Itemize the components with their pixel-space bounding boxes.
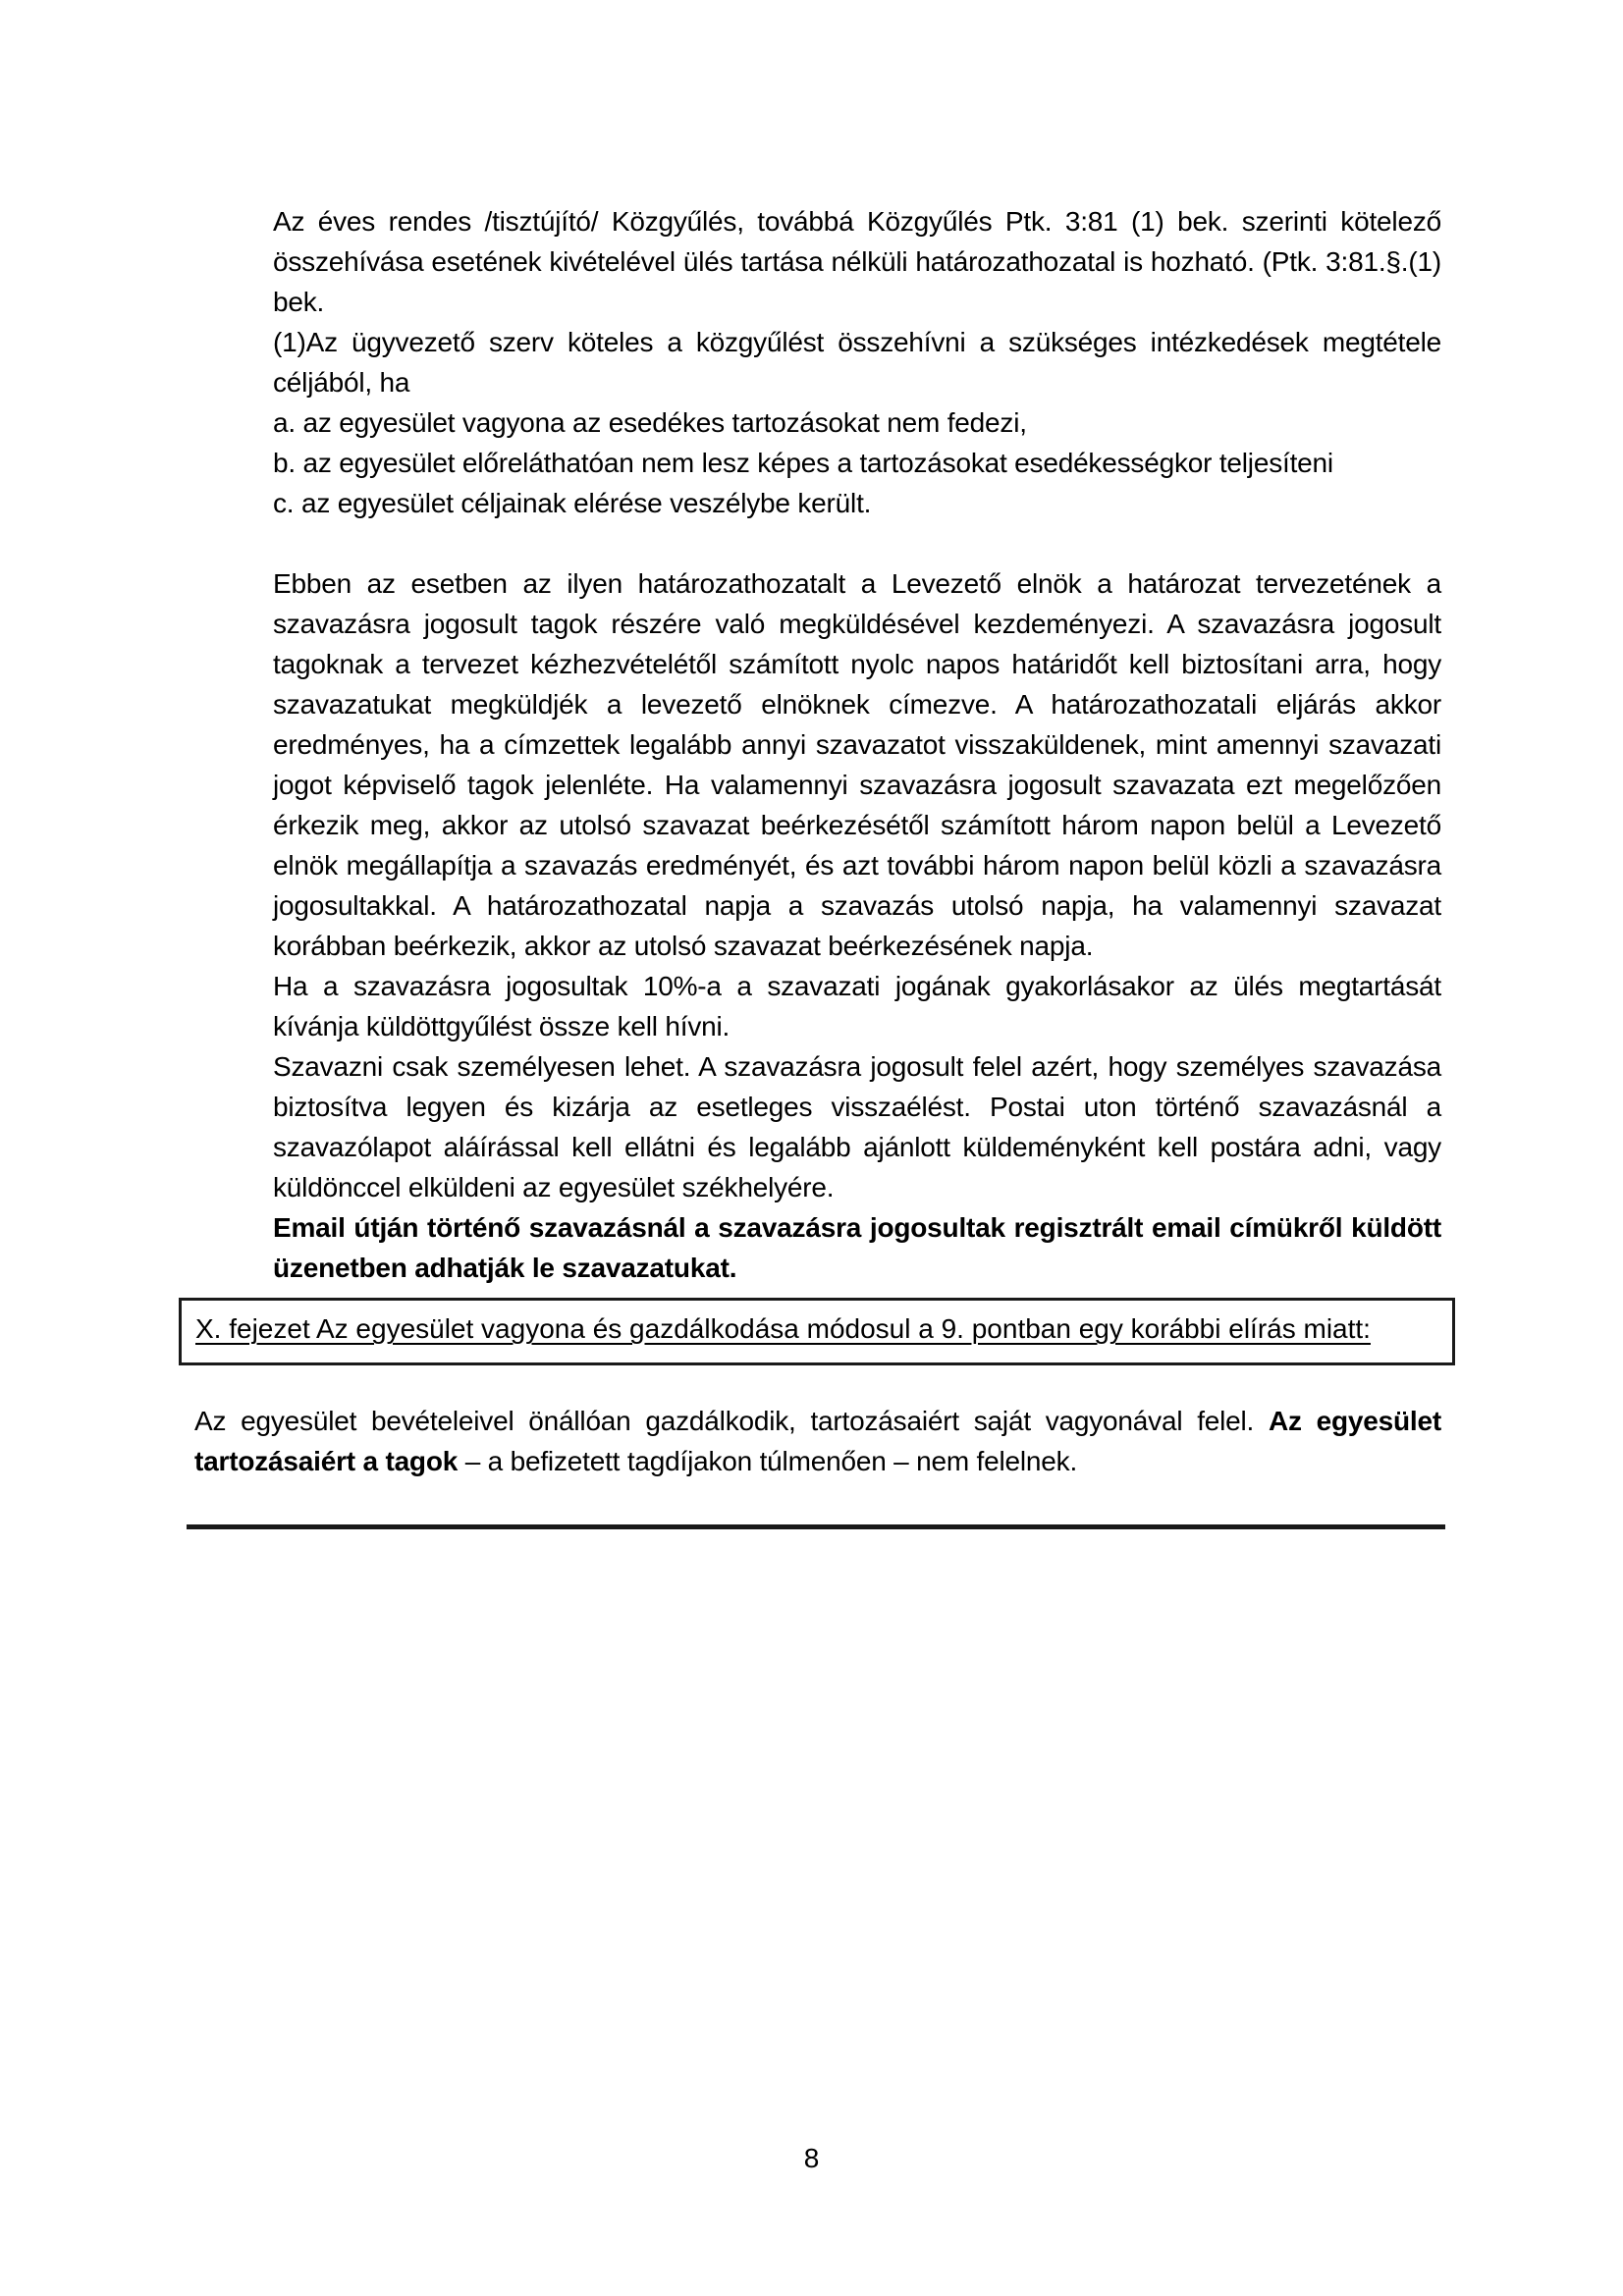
paragraph-resolution-procedure: Ebben az esetben az ilyen határozathozatalt a Levezető elnök a határozat tervezetének a szavazásra jogosult tagok részére való megküldésével kezdeményezi. A szavazásra jogosult tagoknak a tervezet kézhezvételétől számított nyolc napos határidőt kell biztosítani arra, hogy szavazatukat megküldjék a levezető elnöknek címezve. A határozathozatali eljárás akkor eredményes, ha a címzettek legalább annyi szavazatot visszaküldenek, mint amennyi szavazati jogot képviselő tagok jelenléte. Ha valamennyi szavazásra jogosult szavazata ezt megelőzően érkezik meg, akkor az utolsó szavazat beérkezésétől számított három napon belül a Levezető elnök megállapítja a szavazás eredményét, és azt további három napon belül közli a szavazásra jogosultakkal. A határozathozatal napja a szavazás utolsó napja, ha valamennyi szavazat korábban beérkezik, akkor az utolsó szavazat beérkezésének napja. [273,568,1441,961]
paragraph-convene-obligation: (1)Az ügyvezető szerv köteles a közgyűlést összehívni a szükséges intézkedések megtétele céljából, ha [273,327,1441,398]
horizontal-rule [187,1524,1445,1529]
list-item-a: a. az egyesület vagyona az esedékes tartozásokat nem fedezi, [273,407,1027,438]
chapter-heading-box [179,1298,1455,1365]
closing-text-bold: Az egyesület tartozásaiért a tagok [194,1406,1441,1476]
chapter-heading-text: X. fejezet Az egyesület vagyona és gazdálkodása módosul a 9. pontban egy korábbi elírás miatt: [195,1313,1371,1344]
list-item-b: b. az egyesület előreláthatóan nem lesz képes a tartozásokat esedékességkor teljesíteni [273,448,1333,478]
paragraph-meeting-rules: Az éves rendes /tisztújító/ Közgyűlés, továbbá Közgyűlés Ptk. 3:81 (1) bek. szerinti kötelező összehívása esetének kivételével ülés tartása nélküli határozathozatal is hozható. (Ptk. 3:81.§.(1) bek. [273,206,1441,317]
list-item-c: c. az egyesület céljainak elérése veszélybe került. [273,488,872,518]
closing-text-normal-1: Az egyesület bevételeivel önállóan gazdálkodik, tartozásaiért saját vagyonával felel. [194,1406,1269,1436]
paragraph-personal-voting: Szavazni csak személyesen lehet. A szavazásra jogosult felel azért, hogy személyes szavazása biztosítva legyen és kizárja az esetleges visszaélést. Postai uton történő szavazásnál a szavazólapot aláírással kell ellátni és legalább ajánlott küldeményként kell postára adni, vagy küldönccel elküldeni az egyesület székhelyére. [273,1051,1441,1202]
paragraph-email-voting: Email útján történő szavazásnál a szavazásra jogosultak regisztrált email címükről küldött üzenetben adhatják le szavazatukat. [273,1212,1441,1283]
closing-paragraph [194,1401,1441,1481]
closing-text-normal-2: – a befizetett tagdíjakon túlmenően – nem felelnek. [464,1446,1078,1476]
document-body [194,201,1441,1529]
page-number: 8 [803,2143,820,2173]
paragraph-ten-percent-rule: Ha a szavazásra jogosultak 10%-a a szavazati jogának gyakorlásakor az ülés megtartását kívánja küldöttgyűlést össze kell hívni. [273,971,1441,1041]
